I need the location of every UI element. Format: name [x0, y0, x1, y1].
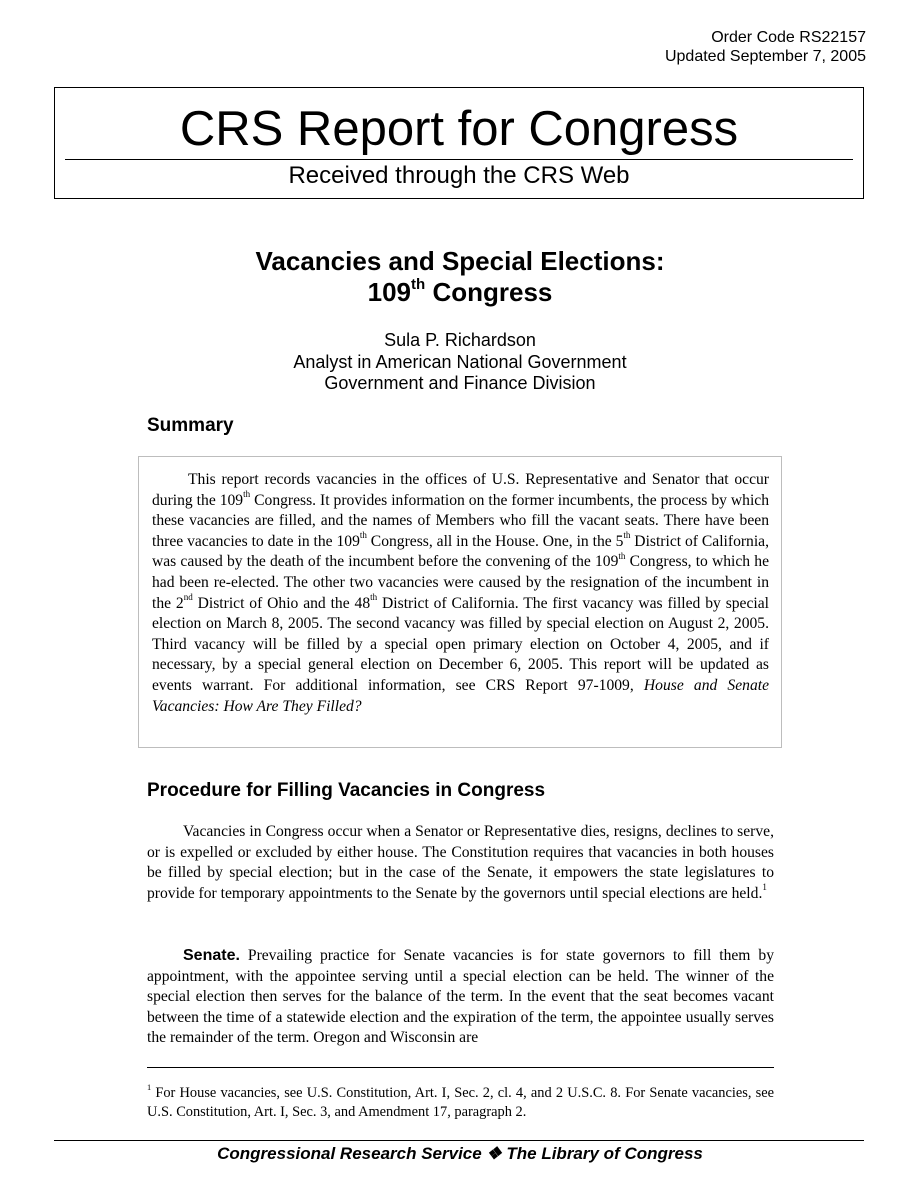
summary-run: Congress. It provides information on the former incumbents, the process by which these vacancies are filled, and the names of Members who fill the vacant seats. There have been three vacancies to date in the 109: [152, 491, 770, 550]
title-line-2: [0, 277, 920, 308]
document-title: [0, 246, 920, 308]
author-division: Government and Finance Division: [324, 373, 596, 393]
page-footer: Congressional Research Service ❖ The Library of Congress: [217, 1144, 703, 1163]
banner-title: CRS Report for Congress: [179, 102, 739, 156]
procedure-paragraph: [147, 822, 774, 904]
summary-report-title: House and Senate Vacancies: How Are They Filled?: [152, 676, 769, 715]
summary-text: [152, 470, 769, 717]
summary-sup: th: [370, 592, 378, 603]
summary-sup: nd: [183, 592, 193, 603]
order-code: Order Code RS22157: [711, 29, 866, 46]
summary-box: [138, 456, 782, 748]
procedure-paragraph-text: Vacancies in Congress occur when a Senator or Representative dies, resigns, declines to serve, or is expelled or excluded by either house. The Constitution requires that vacancies in both houses be filled by special election; but in the case of the Senate, it empowers the state legislatures to provide for temporary appointments to the Senate by the governors until special elections are held.: [147, 823, 774, 902]
updated-date: Updated September 7, 2005: [664, 48, 866, 65]
footnote-text: For House vacancies, see U.S. Constitution, Art. I, Sec. 2, cl. 4, and 2 U.S.C. 8. For Senate vacancies, see U.S. Constitution, Art. I, Sec. 3, and Amendment 17, paragraph 2.: [147, 1085, 774, 1120]
author-name: Sula P. Richardson: [384, 330, 536, 350]
senate-paragraph: [147, 946, 774, 1049]
summary-run: Congress, to which he had been re-elected. The other two vacancies were caused by the resignation of the incumbent in the 2: [152, 553, 769, 612]
title-line-1: Vacancies and Special Elections:: [255, 246, 665, 276]
title-rest: Congress: [425, 277, 553, 307]
summary-run: This report records vacancies in the offices of U.S. Representative and Senator that occur during the 109: [152, 471, 769, 509]
author-block: [0, 330, 920, 395]
report-banner: [54, 87, 864, 199]
footnote-ref: 1: [762, 882, 767, 893]
summary-run: Congress, all in the House. One, in the 5: [366, 532, 624, 550]
summary-sup: th: [618, 550, 626, 561]
banner-subtitle: Received through the CRS Web: [288, 162, 630, 189]
title-superscript: th: [411, 276, 426, 294]
summary-sup: th: [359, 530, 367, 541]
banner-divider: [65, 159, 853, 160]
footnote: [147, 1084, 774, 1121]
summary-run: District of California. The first vacancy was filled by special election on March 8, 2005. The second vacancy was filled by special election on August 2, 2005. Third vacancy will be filled by a special open primary election on October 4, 2005, and if necessary, by a special general election on December 6, 2005. This report will be updated as events warrant. For additional information, see CRS Report 97-1009,: [152, 594, 769, 694]
footer-divider: [54, 1140, 864, 1141]
summary-sup: th: [243, 489, 251, 500]
summary-sup: th: [623, 530, 631, 541]
senate-run-in-heading: Senate.: [183, 947, 240, 964]
footnote-mark: 1: [147, 1082, 152, 1092]
summary-run: District of Ohio and the 48: [192, 594, 371, 612]
title-number: 109: [367, 277, 411, 307]
author-position: Analyst in American National Government: [293, 351, 627, 372]
footnote-divider: [147, 1067, 774, 1068]
order-code-block: [665, 28, 866, 66]
summary-heading: Summary: [147, 415, 234, 436]
procedure-heading: Procedure for Filling Vacancies in Congress: [147, 780, 546, 801]
senate-paragraph-text: Prevailing practice for Senate vacancies is for state governors to fill them by appointment, with the appointee serving until a special election can be held. The winner of the special election then serves for the balance of the term. In the event that the seat becomes vacant between the time of a statewide election and the expiration of the term, the appointee usually serves the remainder of the term. Oregon and Wisconsin are: [147, 947, 774, 1047]
summary-run: District of California, was caused by the death of the incumbent before the convening of the 109: [152, 532, 770, 571]
